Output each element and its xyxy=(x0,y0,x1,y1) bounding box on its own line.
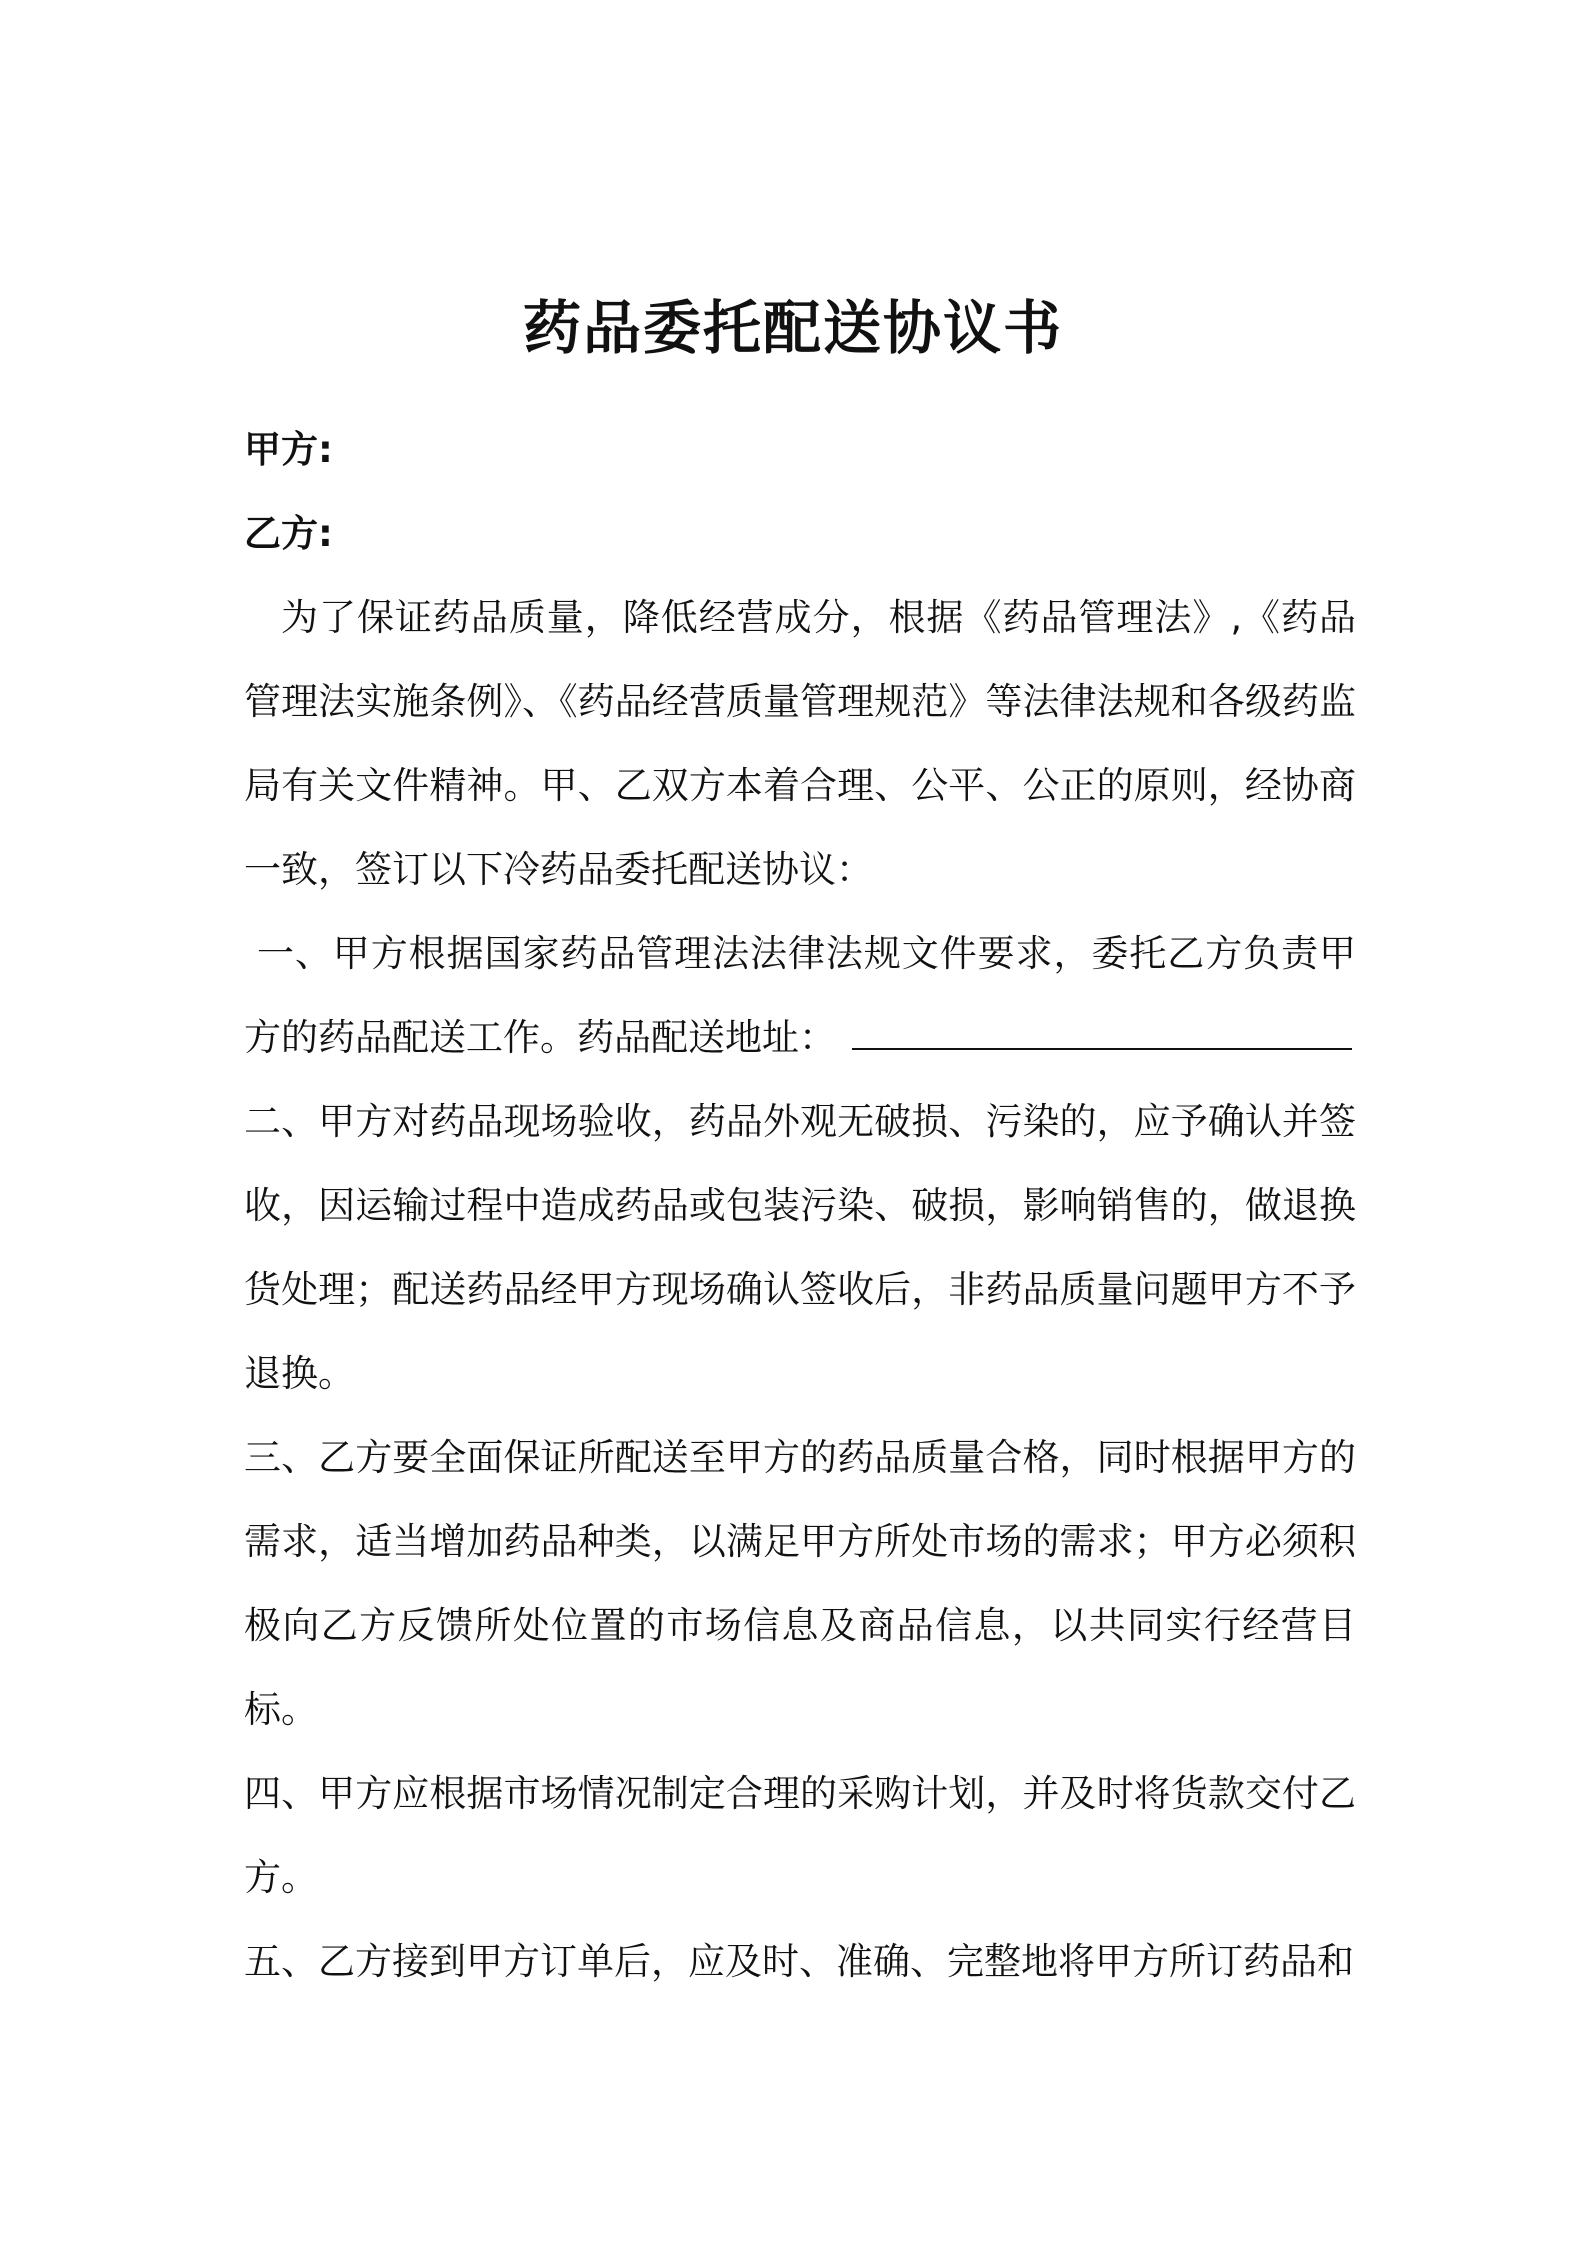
document-body xyxy=(244,408,1356,2004)
party-a-label: 甲方: xyxy=(244,428,333,471)
clause-5: 五、乙方接到甲方订单后，应及时、准确、完整地将甲方所订药品和 xyxy=(244,1940,1354,1983)
party-b-label: 乙方: xyxy=(244,512,333,555)
clause-1 xyxy=(244,912,1356,1080)
clause-1-text: 一、甲方根据国家药品管理法法律法规文件要求，委托乙方负责甲方的药品配送工作。药品配送地址： xyxy=(244,932,1356,1059)
document-title: 药品委托配送协议书 xyxy=(522,294,1063,362)
clause-2: 二、甲方对药品现场验收，药品外观无破损、污染的，应予确认并签收，因运输过程中造成药品或包装污染、破损，影响销售的，做退换货处理；配送药品经甲方现场确认签收后，非药品质量问题甲方不予退换。 xyxy=(244,1100,1356,1395)
clause-3: 三、乙方要全面保证所配送至甲方的药品质量合格，同时根据甲方的需求，适当增加药品种类，以满足甲方所处市场的需求；甲方必须积极向乙方反馈所处位置的市场信息及商品信息，以共同实行经营目标。 xyxy=(244,1436,1356,1731)
intro-paragraph: 为了保证药品质量，降低经营成分，根据《药品管理法》,《药品管理法实施条例》、《药品经营质量管理规范》等法律法规和各级药监局有关文件精神。甲、乙双方本着合理、公平、公正的原则，经协商一致，签订以下冷药品委托配送协议： xyxy=(244,596,1356,891)
clause-4: 四、甲方应根据市场情况制定合理的采购计划，并及时将货款交付乙方。 xyxy=(244,1772,1356,1899)
delivery-address-blank[interactable] xyxy=(852,1008,1352,1050)
